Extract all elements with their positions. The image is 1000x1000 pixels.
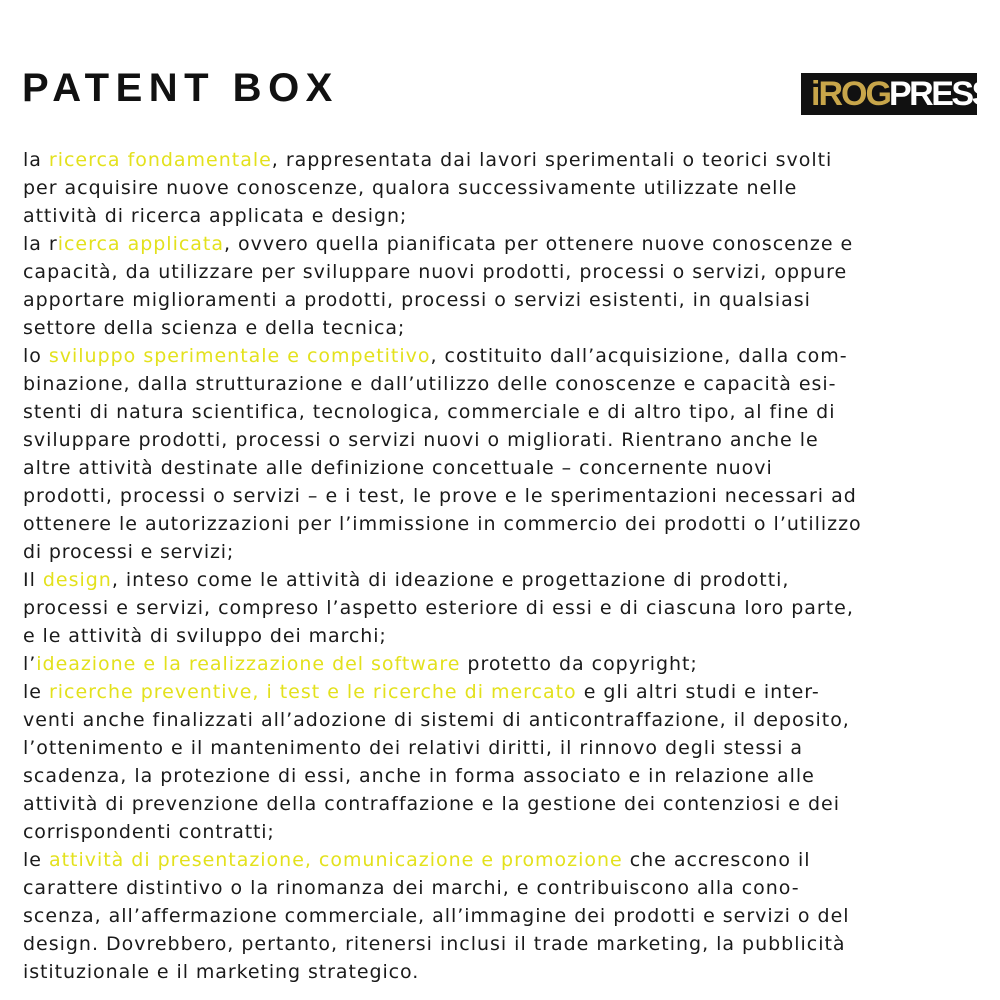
text-segment: binazione, dalla strutturazione e dall’utilizzo delle conoscenze e capacità esi- bbox=[23, 373, 837, 395]
text-segment: le bbox=[23, 681, 49, 703]
text-segment: processi e servizi, compreso l’aspetto esteriore di essi e di ciascuna loro parte, bbox=[23, 597, 854, 619]
article-body bbox=[23, 146, 983, 986]
text-line bbox=[23, 594, 983, 622]
text-line bbox=[23, 958, 983, 986]
text-line bbox=[23, 734, 983, 762]
text-line bbox=[23, 230, 983, 258]
text-line bbox=[23, 818, 983, 846]
text-line bbox=[23, 314, 983, 342]
text-line bbox=[23, 902, 983, 930]
text-segment: attività di prevenzione della contraffazione e la gestione dei contenziosi e dei bbox=[23, 793, 840, 815]
text-line bbox=[23, 874, 983, 902]
text-segment: che accrescono il bbox=[622, 849, 811, 871]
text-segment: , ovvero quella pianificata per ottenere nuove conoscenze e bbox=[223, 233, 854, 255]
highlighted-term: sviluppo sperimentale e competitivo bbox=[48, 345, 431, 367]
text-line bbox=[23, 566, 983, 594]
text-segment: di processi e servizi; bbox=[23, 541, 235, 563]
text-line bbox=[23, 146, 983, 174]
irogpress-logo bbox=[801, 73, 992, 115]
text-segment: design. Dovrebbero, pertanto, ritenersi inclusi il trade marketing, la pubblicità bbox=[23, 933, 846, 955]
text-line bbox=[23, 454, 983, 482]
text-segment: la r bbox=[23, 233, 58, 255]
text-line bbox=[23, 706, 983, 734]
text-segment: scenza, all’affermazione commerciale, all’immagine dei prodotti e servizi o del bbox=[23, 905, 850, 927]
logo-text-press: PRESS bbox=[889, 75, 992, 113]
highlighted-term: ideazione e la realizzazione del software bbox=[36, 653, 461, 675]
text-segment: le bbox=[23, 849, 49, 871]
text-line bbox=[23, 370, 983, 398]
text-line bbox=[23, 202, 983, 230]
text-line bbox=[23, 482, 983, 510]
text-segment: capacità, da utilizzare per sviluppare nuovi prodotti, processi o servizi, oppure bbox=[23, 261, 848, 283]
text-line bbox=[23, 510, 983, 538]
text-segment: scadenza, la protezione di essi, anche in forma associato e in relazione alle bbox=[23, 765, 815, 787]
text-segment: apportare miglioramenti a prodotti, processi o servizi esistenti, in qualsiasi bbox=[23, 289, 811, 311]
text-segment: stenti di natura scientifica, tecnologica, commerciale e di altro tipo, al fine di bbox=[23, 401, 836, 423]
text-segment: l’ bbox=[23, 653, 37, 675]
text-line bbox=[23, 678, 983, 706]
text-segment: , rappresentata dai lavori sperimentali o teorici svolti bbox=[271, 149, 833, 171]
text-segment: ottenere le autorizzazioni per l’immissione in commercio dei prodotti o l’utilizzo bbox=[23, 513, 862, 535]
highlighted-term: attività di presentazione, comunicazione e promozione bbox=[48, 849, 623, 871]
highlighted-term: ricerche preventive, i test e le ricerche di mercato bbox=[48, 681, 577, 703]
text-segment: e gli altri studi e inter- bbox=[576, 681, 820, 703]
text-segment: altre attività destinate alle definizione concettuale – concernente nuovi bbox=[23, 457, 773, 479]
text-segment: protetto da copyright; bbox=[460, 653, 698, 675]
text-segment: venti anche finalizzati all’adozione di sistemi di anticontraffazione, il deposito, bbox=[23, 709, 850, 731]
text-segment: settore della scienza e della tecnica; bbox=[23, 317, 406, 339]
text-segment: lo bbox=[23, 345, 49, 367]
text-segment: , costituito dall’acquisizione, dalla com- bbox=[430, 345, 848, 367]
logo-text-irog: iROG bbox=[811, 75, 890, 113]
text-line bbox=[23, 762, 983, 790]
text-segment: e le attività di sviluppo dei marchi; bbox=[23, 625, 387, 647]
highlighted-term: icerca applicata bbox=[57, 233, 224, 255]
text-segment: corrispondenti contratti; bbox=[23, 821, 275, 843]
highlighted-term: ricerca fondamentale bbox=[48, 149, 272, 171]
text-line bbox=[23, 650, 983, 678]
text-segment: istituzionale e il marketing strategico. bbox=[23, 961, 420, 983]
text-line bbox=[23, 790, 983, 818]
highlighted-term: design bbox=[42, 569, 112, 591]
text-segment: l’ottenimento e il mantenimento dei relativi diritti, il rinnovo degli stessi a bbox=[23, 737, 804, 759]
text-segment: , inteso come le attività di ideazione e progettazione di prodotti, bbox=[111, 569, 790, 591]
text-line bbox=[23, 930, 983, 958]
text-line bbox=[23, 622, 983, 650]
text-segment: attività di ricerca applicata e design; bbox=[23, 205, 408, 227]
text-segment: prodotti, processi o servizi – e i test, le prove e le sperimentazioni necessari ad bbox=[23, 485, 857, 507]
text-line bbox=[23, 174, 983, 202]
text-line bbox=[23, 286, 983, 314]
page-title: PATENT BOX bbox=[22, 66, 339, 110]
text-segment: sviluppare prodotti, processi o servizi nuovi o migliorati. Rientrano anche le bbox=[23, 429, 819, 451]
text-line bbox=[23, 846, 983, 874]
text-line bbox=[23, 398, 983, 426]
text-segment: la bbox=[23, 149, 49, 171]
text-segment: carattere distintivo o la rinomanza dei marchi, e contribuiscono alla cono- bbox=[23, 877, 800, 899]
text-line bbox=[23, 342, 983, 370]
text-segment: Il bbox=[23, 569, 43, 591]
text-line bbox=[23, 426, 983, 454]
text-line bbox=[23, 538, 983, 566]
text-segment: per acquisire nuove conoscenze, qualora successivamente utilizzate nelle bbox=[23, 177, 798, 199]
text-line bbox=[23, 258, 983, 286]
